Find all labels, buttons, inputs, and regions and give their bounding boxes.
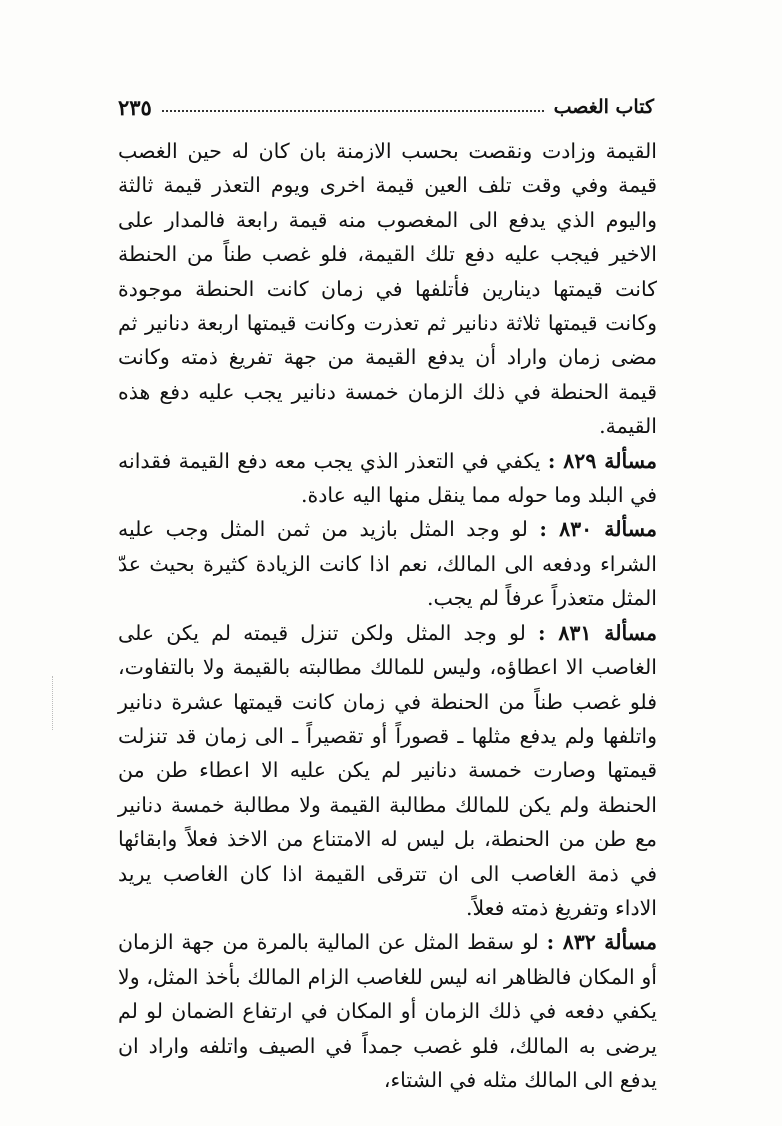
issue-831	[118, 616, 657, 926]
paragraph-text: لو وجد المثل بازيد من ثمن المثل وجب عليه الشراء ودفعه الى المالك، نعم اذا كانت الزيادة كثيرة بحيث عدّ المثل متعذراً عرفاً لم يجب.	[118, 517, 657, 611]
leader-dots	[162, 110, 544, 112]
paragraph-continuation	[118, 134, 657, 444]
paragraph-text: يكفي في التعذر الذي يجب معه دفع القيمة فقدانه في البلد وما حوله مما ينقل منها اليه عادة.	[118, 448, 657, 508]
issue-label: مسألة ٨٣٠ :	[539, 517, 657, 542]
running-header	[118, 92, 654, 122]
page-number: ٢٣٥	[118, 94, 152, 120]
paragraph-text: لو سقط المثل عن المالية بالمرة من جهة الزمان أو المكان فالظاهر انه ليس للغاصب الزام المالك بأخذ المثل، ولا يكفي دفعه في ذلك الزمان أو المكان في ارتفاع الضمان لو لم يرضى به المالك، فلو غصب جمداً في الصيف واتلفه واراد ان يدفع الى المالك مثله في الشتاء،	[118, 930, 657, 1092]
page-body	[118, 134, 657, 1097]
scan-margin-mark	[52, 676, 54, 730]
issue-830	[118, 512, 657, 615]
issue-label: مسألة ٨٣١ :	[538, 620, 657, 645]
issue-829	[118, 444, 657, 513]
paragraph-text: لو وجد المثل ولكن تنزل قيمته لم يكن على الغاصب الا اعطاؤه، وليس للمالك مطالبته بالقيمة ولا بالتفاوت، فلو غصب طناً من الحنطة في زمان كانت قيمتها عشرة دنانير واتلفها ولم يدفع مثلها ـ قصوراً أو تقصيراً ـ الى زمان قد تنزلت قيمتها وصارت خمسة دنانير لم يكن عليه الا اعطاء طن من الحنطة ولم يكن للمالك مطالبة القيمة ولا مطالبة خمسة دنانير مع طن من الحنطة، بل ليس له الامتناع من الاخذ فعلاً وابقائها في ذمة الغاصب الى ان تترقى القيمة اذا كان الغاصب يريد الاداء وتفريغ ذمته فعلاً.	[118, 620, 657, 920]
book-title: كتاب الغصب	[553, 96, 654, 118]
paragraph-text: القيمة وزادت ونقصت بحسب الازمنة بان كان له حين الغصب قيمة وفي وقت تلف العين قيمة اخرى ويوم التعذر قيمة ثالثة واليوم الذي يدفع الى المغصوب منه قيمة رابعة فالمدار على الاخير فيجب عليه دفع تلك القيمة، فلو غصب طناً من الحنطة كانت قيمتها دينارين فأتلفها في زمان كانت الحنطة موجودة وكانت قيمتها ثلاثة دنانير ثم تعذرت وكانت قيمتها اربعة دنانير ثم مضى زمان واراد أن يدفع القيمة من جهة تفريغ ذمته وكانت قيمة الحنطة في ذلك الزمان خمسة دنانير يجب عليه دفع هذه القيمة.	[118, 139, 657, 439]
issue-label: مسألة ٨٣٢ :	[546, 930, 657, 955]
issue-832	[118, 925, 657, 1097]
issue-label: مسألة ٨٢٩ :	[547, 448, 658, 473]
